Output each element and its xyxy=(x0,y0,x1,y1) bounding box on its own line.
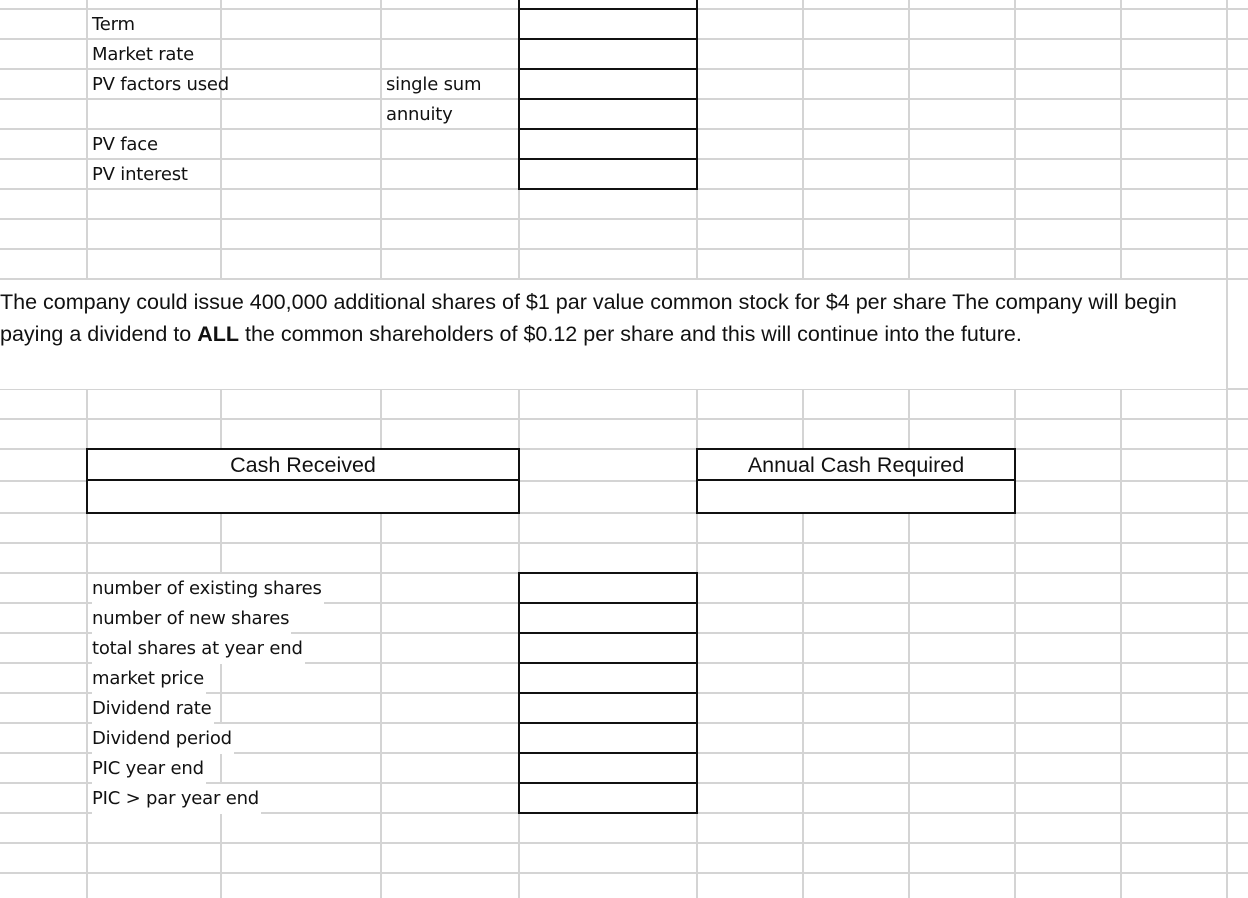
new-shares-label: number of new shares xyxy=(92,604,291,634)
single-sum-label: single sum xyxy=(386,74,482,95)
cash-received-label: Cash Received xyxy=(88,450,518,481)
dividend-rate-label: Dividend rate xyxy=(92,694,214,724)
input-cell-single-sum[interactable] xyxy=(518,68,698,100)
total-shares-label: total shares at year end xyxy=(92,634,305,664)
input-cell-market-price[interactable] xyxy=(518,662,698,694)
existing-shares-label: number of existing shares xyxy=(92,574,324,604)
input-cell-dividend-period[interactable] xyxy=(518,722,698,754)
input-cell-existing-shares[interactable] xyxy=(518,572,698,604)
input-cell-dividend-rate[interactable] xyxy=(518,692,698,724)
clipped-top-text xyxy=(92,0,242,6)
annual-cash-required-input[interactable] xyxy=(698,481,1014,512)
cash-received-input[interactable] xyxy=(88,481,518,512)
problem-text-part2: the common shareholders of $0.12 per share and this will continue into the future. xyxy=(239,322,1022,346)
problem-description xyxy=(0,286,1226,350)
pv-face-label: PV face xyxy=(92,134,158,155)
market-price-label: market price xyxy=(92,664,206,694)
input-cell-pv-face[interactable] xyxy=(518,128,698,160)
input-cell-pic-year-end[interactable] xyxy=(518,752,698,784)
input-cell-total-shares[interactable] xyxy=(518,632,698,664)
annual-cash-required-box xyxy=(696,448,1016,514)
pic-par-year-end-label: PIC > par year end xyxy=(92,784,261,814)
problem-text-part1: The company could issue 400,000 additional shares of $1 par value common stock for $4 per share The company will begin paying a dividend to xyxy=(0,290,1177,346)
input-cell-annuity[interactable] xyxy=(518,98,698,130)
pic-year-end-label: PIC year end xyxy=(92,754,206,784)
input-cell-new-shares[interactable] xyxy=(518,602,698,634)
problem-text-bold: ALL xyxy=(197,322,240,346)
annuity-label: annuity xyxy=(386,104,453,125)
pv-interest-label: PV interest xyxy=(92,164,188,185)
input-cell-term[interactable] xyxy=(518,8,698,40)
term-label: Term xyxy=(92,14,135,35)
pv-factors-used-label: PV factors used xyxy=(92,74,230,95)
annual-cash-required-label: Annual Cash Required xyxy=(698,450,1014,481)
cash-received-box xyxy=(86,448,520,514)
dividend-period-label: Dividend period xyxy=(92,724,234,754)
input-cell-pv-interest[interactable] xyxy=(518,158,698,190)
input-cell-market-rate[interactable] xyxy=(518,38,698,70)
input-cell-pic-par-year-end[interactable] xyxy=(518,782,698,814)
market-rate-label: Market rate xyxy=(92,44,194,65)
